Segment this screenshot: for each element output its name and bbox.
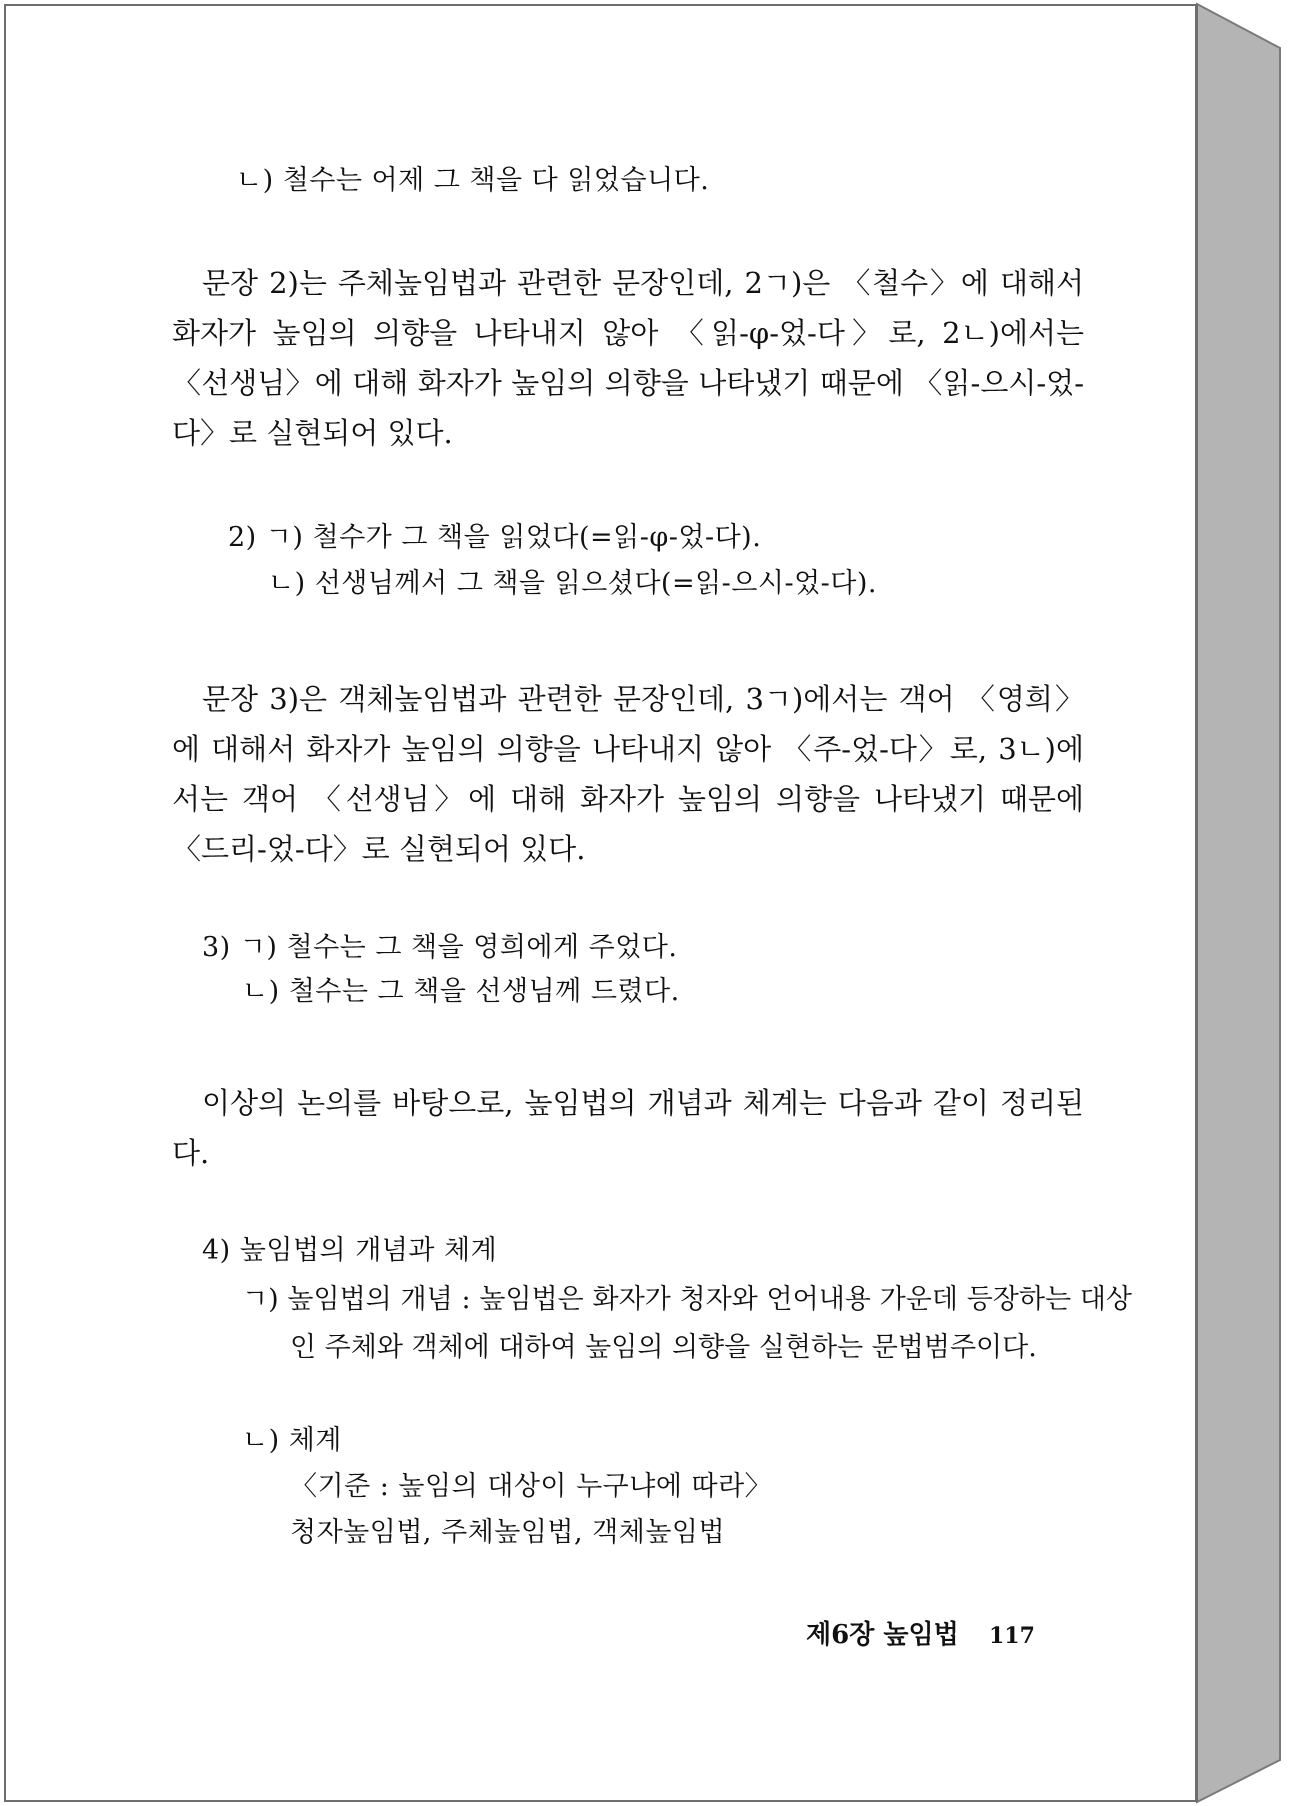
section-4-concept: ㄱ) 높임법의 개념 : 높임법은 화자가 청자와 언어내용 가운데 등장하는 대상인 주체와 객체에 대하여 높임의 의향을 실현하는 문법범주이다. [242, 1284, 1132, 1363]
example-1b: ㄴ) 철수는 어제 그 책을 다 읽었습니다. [236, 165, 710, 196]
section-4-system-label: ㄴ) 체계 [242, 1425, 342, 1456]
paragraph-subject-honorific: 문장 2)는 주체높임법과 관련한 문장인데, 2ㄱ)은 〈철수〉에 대해서 화자가 높임의 의향을 나타내지 않아 〈읽-φ-었-다〉로, 2ㄴ)에서는 〈선생님〉에 대해 화자가 높임의 의향을 나타냈기 때문에 〈읽-으시-었-다〉로 실현되어 있다. [172, 266, 1084, 450]
section-4-title: 4) 높임법의 개념과 체계 [202, 1235, 498, 1266]
example-3b: ㄴ) 철수는 그 책을 선생님께 드렸다. [242, 976, 680, 1007]
chapter-title: 제6장 높임법 [806, 1620, 959, 1650]
paragraph-object-honorific: 문장 3)은 객체높임법과 관련한 문장인데, 3ㄱ)에서는 객어 〈영희〉에 대해서 화자가 높임의 의향을 나타내지 않아 〈주-었-다〉로, 3ㄴ)에서는 객어 〈선생님〉에 대해 화자가 높임의 의향을 나타냈기 때문에 〈드리-었-다〉로 실현되어 있다. [172, 682, 1084, 866]
section-4-list: 청자높임법, 주체높임법, 객체높임법 [290, 1517, 726, 1548]
example-2a: 2) ㄱ) 철수가 그 책을 읽었다(=읽-φ-었-다). [228, 522, 762, 553]
page-number: 117 [989, 1623, 1035, 1649]
example-3a: 3) ㄱ) 철수는 그 책을 영희에게 주었다. [202, 932, 678, 963]
book-page [4, 4, 1197, 1802]
page-footer [806, 1614, 1035, 1651]
example-2b: ㄴ) 선생님께서 그 책을 읽으셨다(=읽-으시-었-다). [268, 568, 877, 599]
section-4-criterion: 〈기준 : 높임의 대상이 누구냐에 따라〉 [290, 1471, 773, 1502]
paragraph-summary: 이상의 논의를 바탕으로, 높임법의 개념과 체계는 다음과 같이 정리된다. [172, 1086, 1084, 1170]
